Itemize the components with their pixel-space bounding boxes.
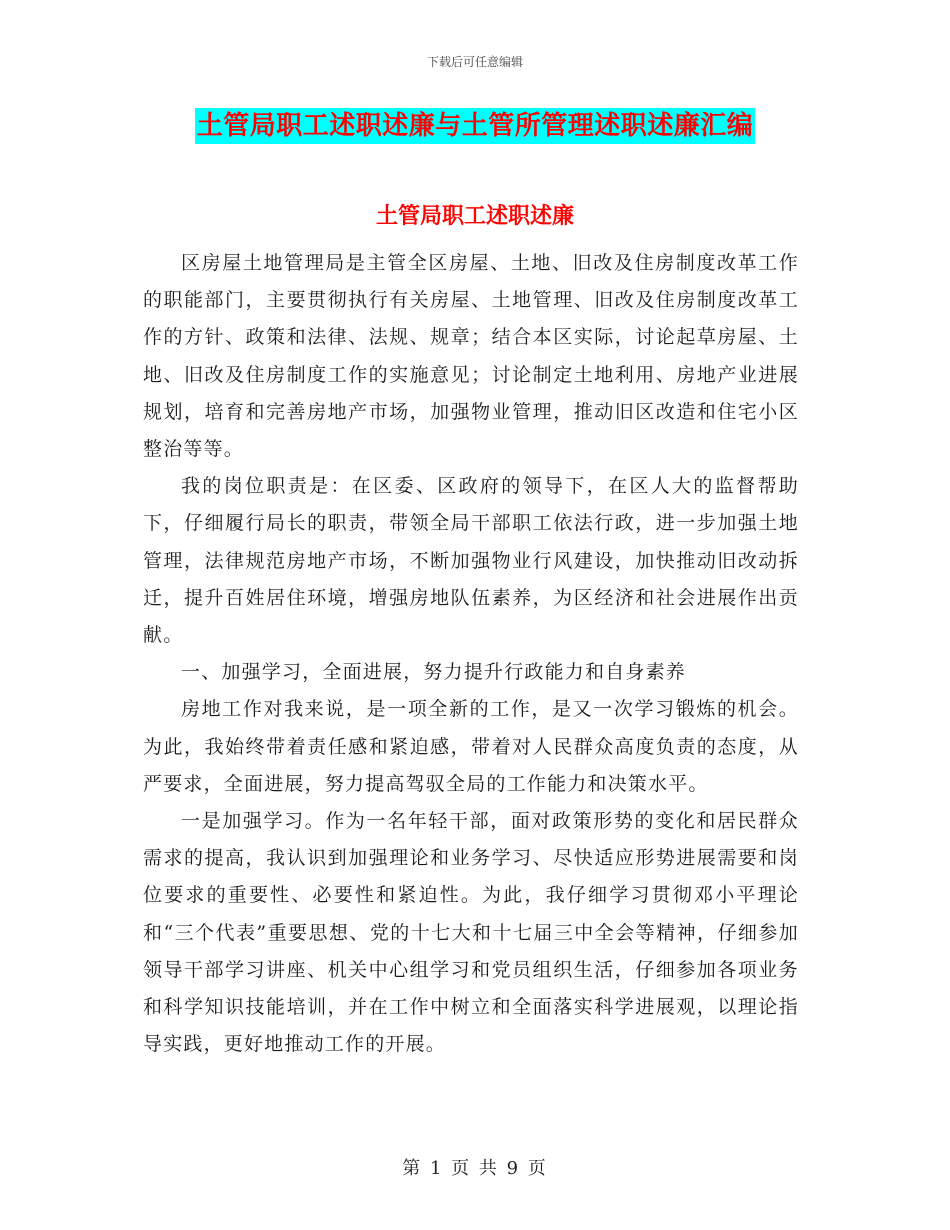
section-title: 土管局职工述职述廉 [375,204,574,229]
document-body [143,245,799,1063]
paragraph-4: 房地工作对我来说，是一项全新的工作，是又一次学习锻炼的机会。为此，我始终带着责任感和紧迫感，带着对人民群众高度负责的态度，从严要求，全面进展，努力提高驾驭全局的工作能力和决策水平。 [143,698,799,795]
document-main-title: 土管局职工述职述廉与土管所管理述职述廉汇编 [195,108,756,144]
page-number-footer: 第 1 页 共 9 页 [402,1158,548,1179]
main-title-container [0,108,950,144]
paragraph-5: 一是加强学习。作为一名年轻干部，面对政策形势的变化和居民群众需求的提高，我认识到加强理论和业务学习、尽快适应形势进展需要和岗位要求的重要性、必要性和紧迫性。为此，我仔细学习贯彻邓小平理论和“三个代表”重要思想、党的十七大和十七届三中全会等精神，仔细参加领导干部学习讲座、机关中心组学习和党员组织生活，仔细参加各项业务和科学知识技能培训，并在工作中树立和全面落实科学进展观，以理论指导实践，更好地推动工作的开展。 [143,810,799,1056]
paragraph-1: 区房屋土地管理局是主管全区房屋、土地、旧改及住房制度改革工作的职能部门，主要贯彻执行有关房屋、土地管理、旧改及住房制度改革工作的方针、政策和法律、法规、规章；结合本区实际，讨论起草房屋、土地、旧改及住房制度工作的实施意见；讨论制定土地利用、房地产业进展规划，培育和完善房地产市场，加强物业管理，推动旧区改造和住宅小区整治等等。 [143,252,799,461]
page-header-note: 下载后可任意编辑 [426,55,523,69]
paragraph-2: 我的岗位职责是：在区委、区政府的领导下，在区人大的监督帮助下，仔细履行局长的职责，带领全局干部职工依法行政，进一步加强土地管理，法律规范房地产市场，不断加强物业行风建设，加快推动旧改动拆迁，提升百姓居住环境，增强房地队伍素养，为区经济和社会进展作出贡献。 [143,475,799,647]
paragraph-3-heading: 一、加强学习，全面进展，努力提升行政能力和自身素养 [181,661,687,684]
